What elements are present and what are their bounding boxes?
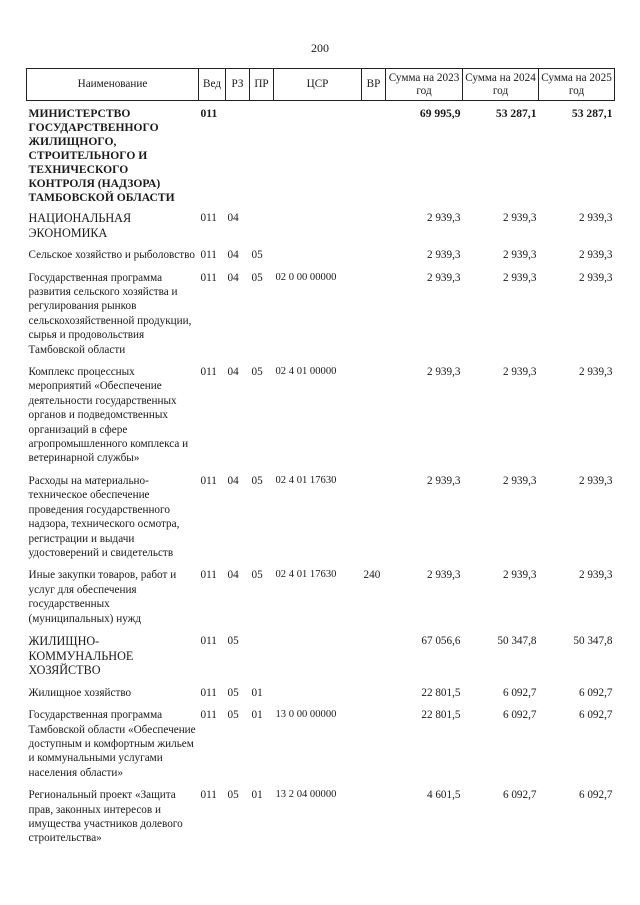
row-sum-2023: 22 801,5 [421,686,461,699]
table-row [27,788,615,854]
row-name: Иные закупки товаров, работ и услуг для обеспечения государственных (муниципальных) нужд [28,569,177,625]
row-name: Сельское хозяйство и рыболовство [28,249,195,262]
row-csr: 02 0 00 00000 [275,271,337,283]
row-pr: 01 [251,686,263,699]
row-sum-2023: 22 801,5 [421,709,461,722]
row-ved: 011 [200,271,217,284]
table-row [27,686,615,708]
row-csr [274,686,362,708]
row-vr [362,101,386,212]
row-vr: 240 [363,569,381,582]
row-csr: 13 2 04 00000 [275,789,337,801]
row-rz: 05 [227,634,239,647]
row-csr [274,634,362,686]
row-csr [274,211,362,248]
row-rz: 05 [227,686,239,699]
table-header-row [27,69,615,101]
row-rz: 05 [227,709,239,722]
row-rz: 04 [227,212,239,224]
header-sum-2024: Сумма на 2024 год [463,69,539,101]
row-pr [250,634,274,686]
row-sum-2025: 2 939,3 [578,212,613,224]
row-ved: 011 [200,709,217,722]
row-sum-2023: 2 939,3 [426,212,461,224]
row-sum-2024: 2 939,3 [502,249,537,262]
row-sum-2025: 2 939,3 [578,271,613,284]
row-sum-2025: 2 939,3 [578,366,613,379]
row-name: Комплекс процессных мероприятий «Обеспечение деятельности государственных органов и подведомственных организаций в сфере агропромышленного комплекса и ветеринарной службы» [28,366,189,465]
budget-table [26,68,615,854]
row-rz [226,101,250,212]
row-sum-2025: 6 092,7 [578,686,613,699]
row-csr: 13 0 00 00000 [275,709,337,721]
row-vr [362,365,386,474]
row-sum-2024: 53 287,1 [495,107,537,120]
row-ved: 011 [200,107,218,120]
header-pr: ПР [250,69,274,101]
row-rz: 04 [227,249,239,262]
row-sum-2023: 2 939,3 [426,474,461,487]
row-name: МИНИСТЕРСТВО ГОСУДАРСТВЕННОГО ЖИЛИЩНОГО, СТРОИТЕЛЬНОГО И ТЕХНИЧЕСКОГО КОНТРОЛЯ (НАДЗОРА) ТАМБОВСКОЙ ОБЛАСТИ [28,107,175,204]
row-vr [362,634,386,686]
row-name: ЖИЛИЩНО-КОММУНАЛЬНОЕ ХОЗЯЙСТВО [28,633,134,678]
table-row [27,708,615,788]
row-sum-2024: 2 939,3 [502,569,537,582]
header-name: Наименование [27,69,199,101]
row-ved: 011 [200,634,217,647]
table-row [27,634,615,686]
row-ved: 011 [200,212,217,224]
row-sum-2025: 6 092,7 [578,789,613,802]
row-pr: 05 [251,271,263,284]
row-pr [250,101,274,212]
row-name: Региональный проект «Защита прав, законных интересов и имущества участников долевого строительства» [28,789,183,845]
row-ved: 011 [200,569,217,582]
page-number: 200 [311,41,329,55]
row-pr: 05 [251,366,263,379]
row-rz: 04 [227,366,239,379]
row-sum-2025: 2 939,3 [578,474,613,487]
row-sum-2024: 2 939,3 [502,474,537,487]
table-row [27,101,615,212]
row-sum-2023: 2 939,3 [426,249,461,262]
row-sum-2024: 2 939,3 [502,271,537,284]
header-ved: Вед [199,69,226,101]
row-pr: 01 [251,789,263,802]
table-row [27,568,615,634]
row-name: Государственная программа Тамбовской области «Обеспечение доступным и комфортным жильем и коммунальными услугами населения области» [28,709,196,779]
row-name: НАЦИОНАЛЬНАЯ ЭКОНОМИКА [28,211,132,240]
row-sum-2023: 67 056,6 [421,634,461,647]
header-vr: ВР [362,69,386,101]
row-rz: 05 [227,789,239,802]
row-sum-2025: 2 939,3 [578,569,613,582]
row-sum-2023: 69 995,9 [419,107,461,120]
row-ved: 011 [200,249,217,262]
row-sum-2024: 6 092,7 [502,686,537,699]
row-ved: 011 [200,474,217,487]
row-sum-2023: 4 601,5 [426,789,461,802]
row-name: Расходы на материально-техническое обеспечение проведения государственного надзора, технического осмотра, регистрации и выдачи удостоверений и свидетельств [28,474,180,559]
row-pr [250,211,274,248]
row-rz: 04 [227,474,239,487]
row-vr [362,788,386,854]
row-sum-2024: 2 939,3 [502,366,537,379]
row-rz: 04 [227,271,239,284]
row-sum-2024: 50 347,8 [497,634,537,647]
table-row [27,474,615,568]
row-csr: 02 4 01 17630 [275,569,337,581]
row-pr: 01 [251,709,263,722]
row-ved: 011 [200,686,217,699]
row-sum-2024: 6 092,7 [502,789,537,802]
row-ved: 011 [200,789,217,802]
table-row [27,248,615,270]
row-sum-2025: 50 347,8 [573,634,613,647]
row-sum-2024: 6 092,7 [502,709,537,722]
row-name: Государственная программа развития сельского хозяйства и регулирования рынков сельскохозяйственной продукции, сырья и продовольствия Тамбовской области [28,271,192,356]
row-pr: 05 [251,474,263,487]
row-sum-2023: 2 939,3 [426,366,461,379]
row-vr [362,686,386,708]
row-vr [362,474,386,568]
row-rz: 04 [227,569,239,582]
row-csr [274,248,362,270]
header-rz: РЗ [226,69,250,101]
row-vr [362,271,386,365]
row-sum-2024: 2 939,3 [502,212,537,224]
table-row [27,211,615,248]
row-pr: 05 [251,249,263,262]
row-sum-2023: 2 939,3 [426,569,461,582]
row-csr: 02 4 01 00000 [275,366,337,378]
table-row [27,271,615,365]
header-csr: ЦСР [274,69,362,101]
row-vr [362,211,386,248]
row-vr [362,248,386,270]
header-sum-2025: Сумма на 2025 год [539,69,615,101]
row-csr [274,101,362,212]
row-sum-2025: 6 092,7 [578,709,613,722]
row-name: Жилищное хозяйство [28,686,132,699]
row-pr: 05 [251,569,263,582]
row-ved: 011 [200,366,217,379]
row-sum-2025: 2 939,3 [578,249,613,262]
row-vr [362,708,386,788]
row-sum-2023: 2 939,3 [426,271,461,284]
table-row [27,365,615,474]
row-sum-2025: 53 287,1 [571,107,613,120]
row-csr: 02 4 01 17630 [275,474,337,486]
header-sum-2023: Сумма на 2023 год [386,69,463,101]
